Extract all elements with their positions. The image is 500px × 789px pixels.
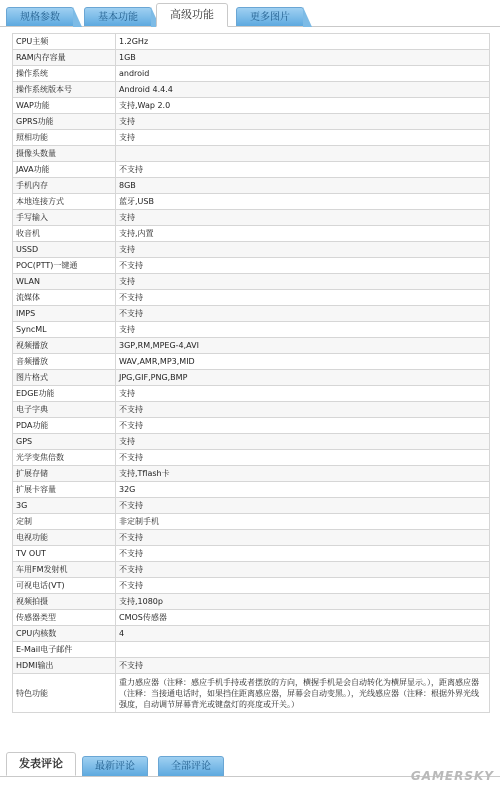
spec-label: 手机内存 (13, 178, 116, 194)
spec-label: 电视功能 (13, 530, 116, 546)
spec-label: 电子字典 (13, 402, 116, 418)
watermark-logo: GAMERSKY (410, 769, 494, 783)
spec-value: Android 4.4.4 (116, 82, 490, 98)
spec-value: 非定制手机 (116, 514, 490, 530)
spec-label: 操作系统版本号 (13, 82, 116, 98)
spec-value: 不支持 (116, 578, 490, 594)
table-row (13, 178, 490, 194)
tab-advanced-functions[interactable]: 高级功能 (156, 3, 228, 27)
spec-label: 特色功能 (13, 674, 116, 713)
table-row (13, 418, 490, 434)
spec-value: 支持 (116, 210, 490, 226)
spec-label: 摄像头数量 (13, 146, 116, 162)
spec-label: POC(PTT)一键通 (13, 258, 116, 274)
table-row (13, 562, 490, 578)
spec-value: 支持,Tflash卡 (116, 466, 490, 482)
tab-latest-comments[interactable]: 最新评论 (82, 756, 148, 776)
spec-label: 3G (13, 498, 116, 514)
table-row (13, 482, 490, 498)
spec-label: 手写输入 (13, 210, 116, 226)
spec-value: 支持,1080p (116, 594, 490, 610)
table-row (13, 226, 490, 242)
spec-label: 音频播放 (13, 354, 116, 370)
spec-value: 不支持 (116, 450, 490, 466)
spec-value: android (116, 66, 490, 82)
spec-value: 不支持 (116, 306, 490, 322)
table-row (13, 594, 490, 610)
spec-value (116, 642, 490, 658)
spec-value: 4 (116, 626, 490, 642)
table-row (13, 162, 490, 178)
spec-value: 1.2GHz (116, 34, 490, 50)
spec-value: 支持 (116, 386, 490, 402)
spec-label: 传感器类型 (13, 610, 116, 626)
spec-value: 支持,内置 (116, 226, 490, 242)
spec-value: 支持 (116, 322, 490, 338)
spec-value: 支持,Wap 2.0 (116, 98, 490, 114)
spec-label: SyncML (13, 322, 116, 338)
spec-value: JPG,GIF,PNG,BMP (116, 370, 490, 386)
spec-value: 3GP,RM,MPEG-4,AVI (116, 338, 490, 354)
spec-label: E-Mail电子邮件 (13, 642, 116, 658)
table-row (13, 386, 490, 402)
table-row (13, 34, 490, 50)
spec-value: 不支持 (116, 546, 490, 562)
spec-label: 流媒体 (13, 290, 116, 306)
spec-label: 本地连接方式 (13, 194, 116, 210)
spec-label: 扩展存储 (13, 466, 116, 482)
tab-post-comment[interactable]: 发表评论 (6, 752, 76, 776)
spec-label: JAVA功能 (13, 162, 116, 178)
table-row (13, 626, 490, 642)
spec-label: CPU内核数 (13, 626, 116, 642)
table-row (13, 50, 490, 66)
spec-value: 不支持 (116, 162, 490, 178)
spec-label: GPS (13, 434, 116, 450)
spec-label: WAP功能 (13, 98, 116, 114)
spec-label: HDMI输出 (13, 658, 116, 674)
spec-label: EDGE功能 (13, 386, 116, 402)
spec-label: 可视电话(VT) (13, 578, 116, 594)
spec-label: TV OUT (13, 546, 116, 562)
table-row (13, 402, 490, 418)
table-row (13, 98, 490, 114)
table-row (13, 610, 490, 626)
spec-value: 不支持 (116, 402, 490, 418)
spec-value: WAV,AMR,MP3,MID (116, 354, 490, 370)
spec-value: 支持 (116, 130, 490, 146)
table-row (13, 530, 490, 546)
spec-label: 车用FM发射机 (13, 562, 116, 578)
tab-basic-functions[interactable]: 基本功能 (84, 7, 152, 26)
table-row (13, 306, 490, 322)
spec-table (12, 33, 490, 713)
tab-more-images[interactable]: 更多图片 (236, 7, 304, 26)
table-row (13, 114, 490, 130)
spec-label: RAM内存容量 (13, 50, 116, 66)
spec-value: 不支持 (116, 290, 490, 306)
spec-value: 不支持 (116, 498, 490, 514)
spec-value: 8GB (116, 178, 490, 194)
spec-tab-bar (0, 0, 500, 27)
spec-label: 视频拍摄 (13, 594, 116, 610)
table-row (13, 450, 490, 466)
spec-label: 照相功能 (13, 130, 116, 146)
spec-value: 蓝牙,USB (116, 194, 490, 210)
table-row (13, 466, 490, 482)
table-row (13, 258, 490, 274)
spec-value: 不支持 (116, 658, 490, 674)
spec-value: 重力感应器（注释：感应手机手持或者摆放的方向，横握手机是会自动转化为横屏显示。），距离感应器（注释：当接通电话时，如果挡住距离感应器，屏幕会自动变黑。），光线感应器（注释：根据外界光线强度，自动调节屏幕背光或键盘灯的亮度或开关。） (116, 674, 490, 713)
table-row (13, 338, 490, 354)
table-row (13, 146, 490, 162)
spec-label: PDA功能 (13, 418, 116, 434)
spec-value (116, 146, 490, 162)
table-row (13, 66, 490, 82)
table-row (13, 658, 490, 674)
spec-value: 不支持 (116, 258, 490, 274)
table-row (13, 194, 490, 210)
spec-label: 视频播放 (13, 338, 116, 354)
spec-label: WLAN (13, 274, 116, 290)
tab-specs[interactable]: 规格参数 (6, 7, 74, 26)
spec-label: 操作系统 (13, 66, 116, 82)
spec-value: 不支持 (116, 530, 490, 546)
table-row (13, 498, 490, 514)
spec-value: 不支持 (116, 562, 490, 578)
spec-label: 图片格式 (13, 370, 116, 386)
spec-label: CPU主频 (13, 34, 116, 50)
table-row (13, 578, 490, 594)
table-row (13, 322, 490, 338)
table-row (13, 82, 490, 98)
table-row (13, 274, 490, 290)
spec-label: GPRS功能 (13, 114, 116, 130)
table-row (13, 642, 490, 658)
table-row (13, 354, 490, 370)
spec-label: IMPS (13, 306, 116, 322)
spec-value: 不支持 (116, 418, 490, 434)
spec-value: 支持 (116, 114, 490, 130)
spec-value: 支持 (116, 434, 490, 450)
spec-value: 32G (116, 482, 490, 498)
table-row (13, 130, 490, 146)
tab-all-comments[interactable]: 全部评论 (158, 756, 224, 776)
table-row (13, 370, 490, 386)
table-row (13, 290, 490, 306)
spec-label: 扩展卡容量 (13, 482, 116, 498)
table-row (13, 546, 490, 562)
spec-label: 光学变焦倍数 (13, 450, 116, 466)
spec-value: 支持 (116, 242, 490, 258)
table-row (13, 210, 490, 226)
table-row (13, 674, 490, 713)
spec-label: USSD (13, 242, 116, 258)
spec-label: 定制 (13, 514, 116, 530)
spec-label: 收音机 (13, 226, 116, 242)
spec-value: 支持 (116, 274, 490, 290)
table-row (13, 242, 490, 258)
table-row (13, 434, 490, 450)
spec-value: 1GB (116, 50, 490, 66)
table-row (13, 514, 490, 530)
spec-value: CMOS传感器 (116, 610, 490, 626)
